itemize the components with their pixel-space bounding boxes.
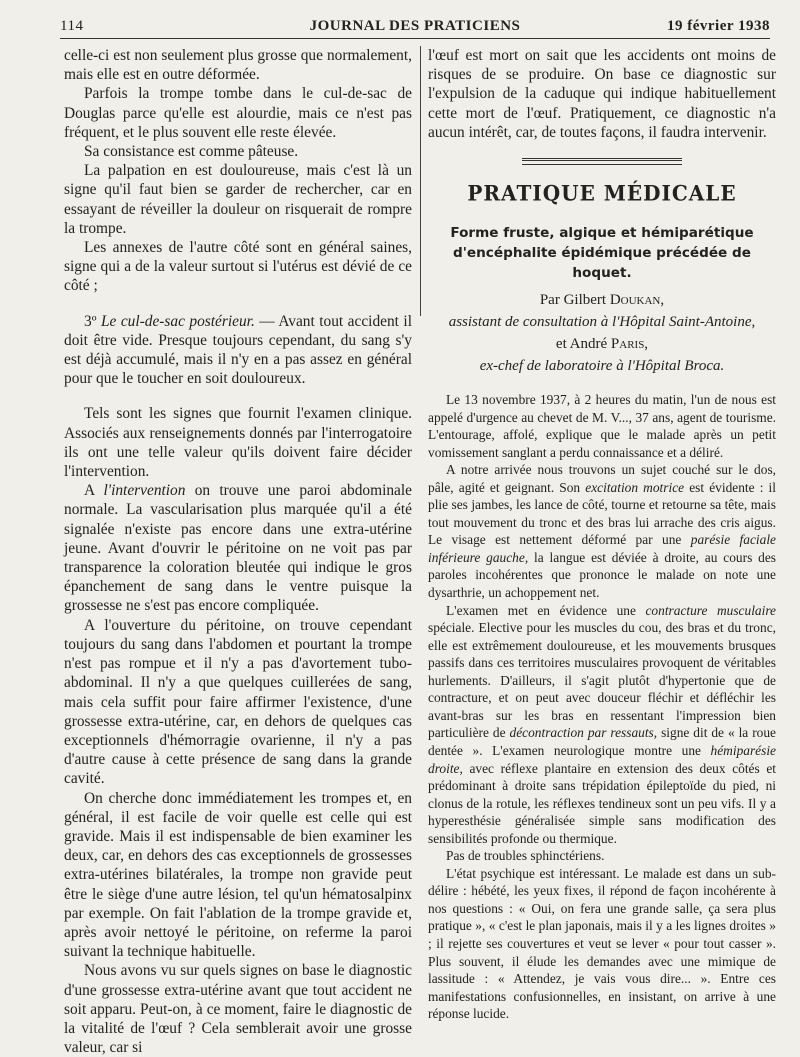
article-title: Forme fruste, algique et hémiparétique d'encéphalite épidémique précédée de hoquet. xyxy=(450,225,754,282)
author-line: et André Paris, xyxy=(555,336,649,353)
spacer xyxy=(64,296,412,312)
paragraph: Parfois la trompe tombe dans le cul-de-sac de Douglas parce qu'elle est alourdie, mais ce n'est pas fréquent, et le plus souvent elle reste élevée. xyxy=(64,85,412,141)
article-body xyxy=(428,391,776,1023)
section-title: PRATIQUE MÉDICALE xyxy=(467,180,737,206)
page-number: 114 xyxy=(60,18,84,34)
paragraph: On cherche donc immédiatement les trompes et, en général, il est facile de voir quelle est celle qui est gravide. Mais il est indispensable de bien examiner les deux, car, en dehors des cas exceptionnels de grossesses extra-utérines bilatérales, la trompe non gravide peut être le siège d'une autre lésion, tel qu'un hématosalpinx par exemple. On fait l'ablation de la trompe gravide et, après avoir nettoyé le péritoine, on referme la paroi suivant la technique habituelle. xyxy=(64,789,412,961)
paragraph: Les annexes de l'autre côté sont en général saines, signe qui a de la valeur surtout si l'utérus est dévié de ce côté ; xyxy=(64,239,412,295)
paragraph: Le 13 novembre 1937, à 2 heures du matin, l'un de nous est appelé d'urgence au chevet de M. V..., 37 ans, agent de tourisme. L'entourage, affolé, explique que le malade après un petit vomissement sanglant a perdu connaissance et a déliré. xyxy=(428,392,776,460)
author-affiliation: assistant de consultation à l'Hôpital Saint-Antoine, xyxy=(448,314,756,331)
paragraph: celle-ci est non seulement plus grosse que normalement, mais elle est en outre déformée. xyxy=(64,47,412,84)
right-column xyxy=(428,46,776,1023)
issue-date: 19 février 1938 xyxy=(666,18,770,34)
paragraph: Sa consistance est comme pâteuse. xyxy=(84,143,299,161)
paragraph: A l'ouverture du péritoine, on trouve cependant toujours du sang dans l'abdomen et pourtant la trompe n'est pas rompue et il n'y a pas d'avortement tubo-abdominal. Il n'y a que quelques cuillerées de sang, mais cela suffit pour faire affirmer l'existence, d'une grossesse extra-utérine, car, en dehors de quelques cas exceptionnels d'hémorragie ovarienne, il n'y a pas d'autre cause à cette présence de sang dans la grande cavité. xyxy=(64,616,412,788)
paragraph: Pas de troubles sphinctériens. xyxy=(446,848,605,864)
subheading-cul-de-sac: Le cul-de-sac postérieur. xyxy=(100,312,255,330)
author-affiliation: ex-chef de laboratoire à l'Hôpital Broca. xyxy=(479,358,725,375)
paragraph: Nous avons vu sur quels signes on base le diagnostic d'une grossesse extra-utérine avant que tout accident ne soit apparu. Peut-on, à ce moment, faire le diagnostic de la vitalité de l'œuf ? Cela semblerait avoir une grosse valeur, car si xyxy=(64,962,412,1057)
author-line: Par Gilbert Doukan, xyxy=(539,292,665,309)
paragraph: L'état psychique est intéressant. Le malade est dans un sub-délire : hébété, les yeux fixes, il répond de façon incohérente à nos questions : « Oui, on fera une grande salle, ça sera plus pratique », « c'est le plan japonais, mais il y a les lignes droites » ; il rejette ses couvertures et veut se lever « pour tout casser ». Plus souvent, il élude les demandes avec une mimique de lassitude : « Attendez, je vais vous dire... ». Entre ces manifestations confusionnelles, en insistant, on arrive à une réponse lucide. xyxy=(428,865,776,1022)
running-header xyxy=(60,14,770,39)
paragraph: A l'intervention on trouve une paroi abdominale normale. La vascularisation plus marquée qu'il a été signalée n'existe pas encore dans une extra-utérine jeune. Avant d'ouvrir le péritoine on ne voit pas par transparence la coloration bleutée qui indique le gros épanchement de sang dans le ventre puisque la grossesse ne s'est pas encore compliquée. xyxy=(64,482,412,615)
paragraph: 3º Le cul-de-sac postérieur. — Avant tout accident il doit être vide. Presque toujours cependant, du sang s'y est déjà accumulé, mais il n'y en a pas assez en général pour que le toucher en soit douloureux. xyxy=(64,312,412,388)
section-rule xyxy=(522,158,682,165)
spacer xyxy=(64,388,412,404)
column-divider xyxy=(420,46,421,316)
paragraph: L'examen met en évidence une contracture musculaire spéciale. Elective pour les muscles du cou, des bras et du tronc, elle est extrêmement douloureuse, et les mouvements brusques passifs dans ces territoires musculaires provoquent de véritables hurlements. D'ailleurs, il s'agit plutôt d'hypertonie que de contracture, et on peut avec douceur fléchir et défléchir les avant-bras sur les bras en ressentant l'impression bien particulière de décontraction par ressauts, signe dit de « la roue dentée ». L'examen neurologique montre une hémiparésie droite, avec réflexe plantaire en extension des deux côtés et prédominant à droite sans trépidation épileptoïde du pied, ni clonus de la rotule, les réflexes tendineux sont un peu vifs. Il y a hyperesthésie généralisée simple sans modification des sensibilités profonde ou thermique. xyxy=(428,602,776,846)
paragraph: l'œuf est mort on sait que les accidents ont moins de risques de se produire. On base ce diagnostic sur l'expulsion de la caduque qui indique habituellement cette mort de l'œuf. Pratiquement, ce diagnostic n'a aucun intérêt, car, de toutes façons, il faudra intervenir. xyxy=(428,47,776,141)
paragraph: Tels sont les signes que fournit l'examen clinique. Associés aux renseignements donnés par l'interrogatoire ils ont une telle valeur qu'ils doivent faire décider l'intervention. xyxy=(64,405,412,481)
paragraph: A notre arrivée nous trouvons un sujet couché sur le dos, pâle, agité et geignant. Son excitation motrice est évidente : il plie ses jambes, les lance de côté, tourne et retourne sa tête, mais tout mouvement du tronc et des bras lui arrache des cris aigus. Le visage est nettement déformé par une parésie faciale inférieure gauche, la langue est déviée à droite, au cours des paroles incohérentes que prononce le malade on note une dysarthrie, un achoppement net. xyxy=(428,462,776,601)
left-column xyxy=(64,46,412,1057)
paragraph: La palpation en est douloureuse, mais c'est là un signe qu'il faut bien se garder de rechercher, car en essayant de réveiller la douleur on risquerait de rompre la trompe. xyxy=(64,162,412,237)
journal-title: JOURNAL DES PRATICIENS xyxy=(309,18,521,34)
